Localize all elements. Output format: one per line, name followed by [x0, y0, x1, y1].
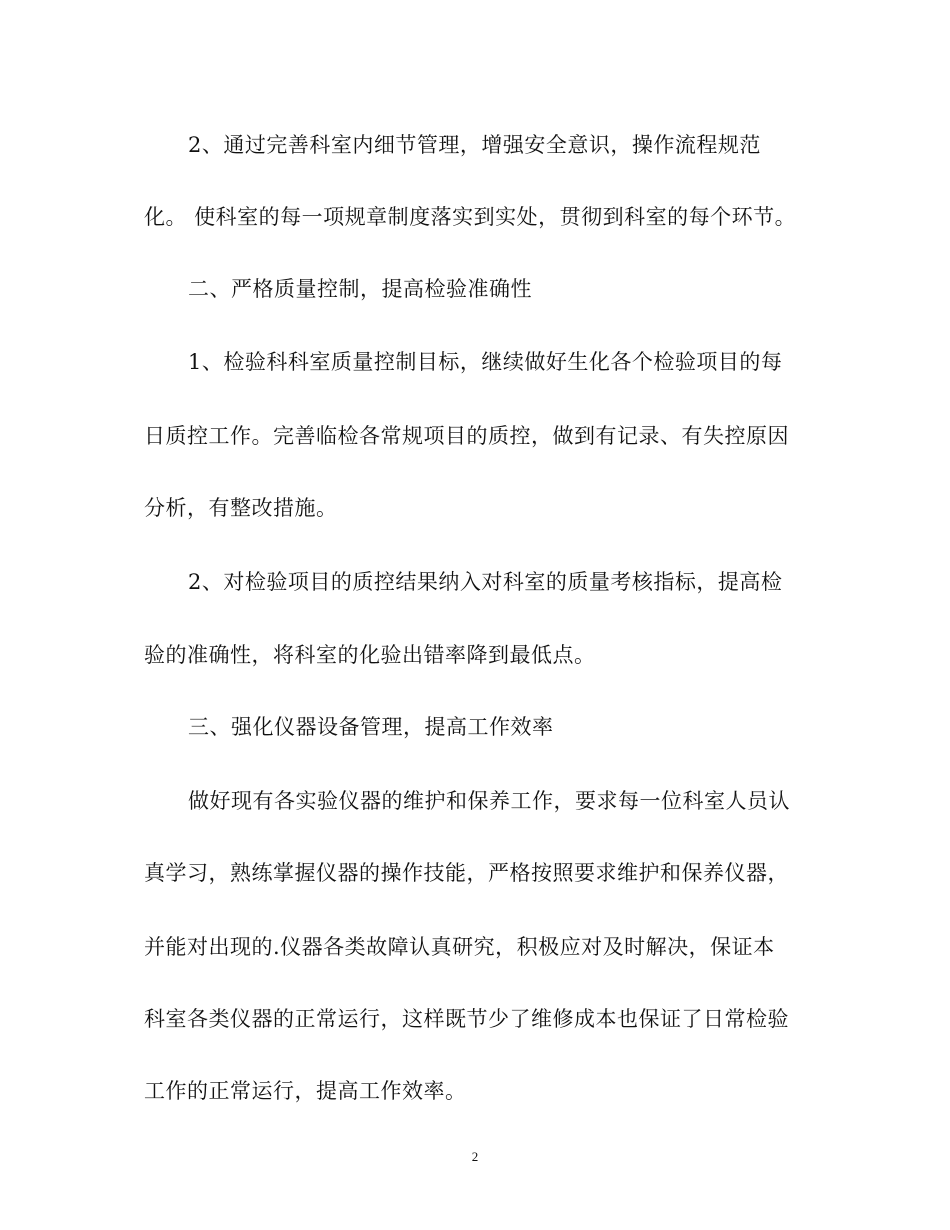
- paragraph-line: 2、通过完善科室内细节管理，增强安全意识，操作流程规范: [188, 133, 761, 157]
- paragraph-line: 日质控工作。完善临检各常规项目的质控，做到有记录、有失控原因: [144, 424, 789, 448]
- paragraph-line: 做好现有各实验仪器的维护和保养工作，要求每一位科室人员认: [188, 789, 790, 813]
- paragraph-line: 1、检验科科室质量控制目标，继续做好生化各个检验项目的每: [188, 350, 783, 374]
- paragraph-line: 化。 使科室的每一项规章制度落实到实处，贯彻到科室的每个环节。: [144, 205, 797, 229]
- section-heading: 二、严格质量控制，提高检验准确性: [188, 277, 532, 301]
- paragraph-line: 工作的正常运行，提高工作效率。: [144, 1079, 467, 1103]
- page-number: 2: [471, 1149, 479, 1164]
- paragraph-line: 科室各类仪器的正常运行，这样既节少了维修成本也保证了日常检验: [144, 1007, 789, 1031]
- paragraph-line: 分析，有整改措施。: [144, 496, 338, 520]
- paragraph-line: 2、对检验项目的质控结果纳入对科室的质量考核指标，提高检: [188, 570, 783, 594]
- section-heading: 三、强化仪器设备管理，提高工作效率: [188, 715, 554, 739]
- paragraph-line: 真学习，熟练掌握仪器的操作技能，严格按照要求维护和保养仪器，: [144, 861, 789, 885]
- paragraph-line: 验的准确性，将科室的化验出错率降到最低点。: [144, 643, 596, 667]
- paragraph-line: 并能对出现的.仪器各类故障认真研究，积极应对及时解决，保证本: [144, 935, 775, 959]
